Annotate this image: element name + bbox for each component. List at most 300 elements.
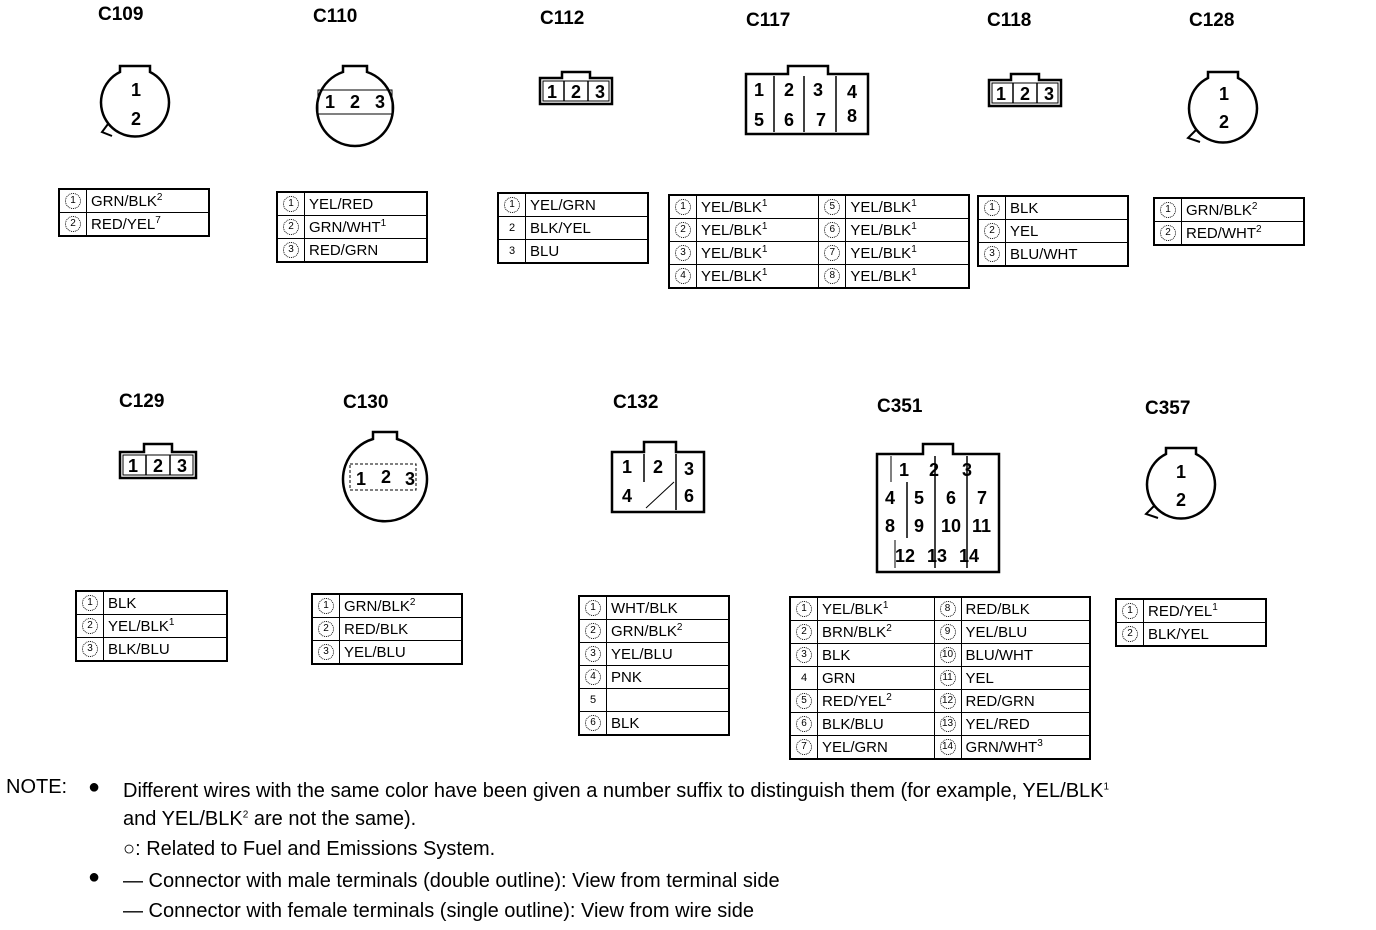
fuel-emissions-circle-icon: 1: [65, 193, 81, 209]
wire-row: [978, 243, 1128, 267]
wire-suffix: 1: [380, 217, 387, 229]
wire-color: RED/BLK: [961, 597, 1090, 621]
rect-connector-outline: [875, 442, 1005, 574]
wire-row: [790, 667, 1090, 690]
terminal-number: [76, 615, 104, 638]
terminal-number: [978, 196, 1006, 220]
pin-label: 6: [946, 488, 957, 508]
connector-face-c109: [98, 62, 178, 147]
wire-suffix: 2: [1251, 200, 1258, 212]
pin-label: 1: [996, 84, 1007, 104]
connector-id: C112: [540, 8, 585, 29]
fuel-emissions-circle-icon: 8: [940, 601, 956, 617]
fuel-emissions-circle-icon: 2: [1122, 626, 1138, 642]
fuel-emissions-circle-icon: 3: [318, 644, 334, 660]
terminal-number: [76, 638, 104, 662]
note-line-2-sup: 2: [242, 809, 249, 821]
terminal-number: [934, 621, 961, 644]
round-connector-outline: [1184, 68, 1264, 148]
wire-color: BLK: [104, 591, 228, 615]
pin-label: 2: [153, 456, 164, 476]
terminal-number: [579, 643, 607, 666]
wire-row: [59, 189, 209, 213]
wire-suffix: 1: [761, 266, 768, 278]
terminal-number: [277, 192, 305, 216]
wire-row: [1116, 599, 1266, 623]
pin-label: 2: [571, 82, 582, 102]
connector-id: C109: [98, 4, 144, 25]
connector-face-c129: [118, 442, 202, 487]
connector-face-c357: [1142, 444, 1222, 529]
wire-table-c129: [75, 590, 228, 662]
wire-row: [76, 638, 227, 662]
pin-label: 2: [653, 457, 664, 477]
terminal-number: [819, 242, 846, 265]
pin-label: 1: [754, 80, 765, 100]
wire-row: [1154, 198, 1304, 222]
pin-label: 3: [177, 456, 188, 476]
note-bullet-2: ●: [88, 866, 101, 888]
terminal-number: [819, 265, 846, 289]
connector-face-c118: [987, 72, 1067, 117]
terminal-number: 4: [790, 667, 818, 690]
fuel-emissions-circle-icon: 6: [585, 715, 601, 731]
rect-connector-outline: [987, 72, 1067, 112]
round-connector-outline: [1142, 444, 1222, 524]
fuel-emissions-circle-icon: 6: [824, 222, 840, 238]
connector-face-c351: [875, 442, 1005, 579]
wire-suffix: 1: [761, 220, 768, 232]
wire-color: YEL/BLK$^1$: [846, 219, 969, 242]
terminal-number: [277, 239, 305, 263]
wire-row: [790, 621, 1090, 644]
pin-label: 5: [754, 110, 765, 130]
connector-id: C357: [1145, 398, 1191, 419]
wire-color: BLK: [1006, 196, 1129, 220]
wire-row: [76, 591, 227, 615]
fuel-emissions-circle-icon: 4: [675, 268, 691, 284]
wire-suffix: 1: [761, 197, 768, 209]
wire-row: [59, 213, 209, 237]
fuel-emissions-circle-icon: 14: [940, 739, 956, 755]
terminal-number: 5: [579, 689, 607, 712]
wire-color: YEL/GRN: [818, 736, 935, 760]
wire-table-c118: [977, 195, 1129, 267]
pin-label: 10: [941, 516, 962, 536]
rect-connector-outline: [744, 64, 874, 136]
round-connector-outline: [310, 64, 400, 144]
terminal-number: [790, 713, 818, 736]
pin-label: 2: [350, 92, 361, 112]
connector-face-c110: [310, 64, 400, 149]
wire-color: YEL/RED: [305, 192, 428, 216]
fuel-emissions-circle-icon: 3: [283, 242, 299, 258]
pin-label: 2: [131, 109, 142, 129]
pin-label: 3: [405, 469, 416, 489]
terminal-number: [277, 216, 305, 239]
fuel-emissions-circle-icon: 9: [940, 624, 956, 640]
terminal-number: [312, 641, 340, 665]
fuel-emissions-circle-icon: 3: [984, 246, 1000, 262]
pin-label: 1: [1176, 462, 1187, 482]
pin-label: 4: [885, 488, 896, 508]
terminal-number: [790, 736, 818, 760]
wire-color: RED/YEL$^2$: [818, 690, 935, 713]
wire-color: PNK: [607, 666, 730, 689]
pin-label: 2: [784, 80, 795, 100]
wire-row: [790, 597, 1090, 621]
wire-suffix: 2: [886, 691, 892, 703]
wire-color: WHT/BLK: [607, 596, 730, 620]
wire-row: [669, 219, 969, 242]
pin-label: 7: [977, 488, 988, 508]
pin-label: 4: [847, 82, 858, 102]
note-line-2: [123, 808, 416, 831]
pin-label: 3: [595, 82, 606, 102]
wire-suffix: 2: [409, 596, 416, 608]
fuel-emissions-circle-icon: 2: [675, 222, 691, 238]
wire-row: [579, 689, 729, 712]
terminal-number: [312, 618, 340, 641]
wire-row: [790, 690, 1090, 713]
terminal-number: [579, 666, 607, 689]
pin-label: 3: [813, 80, 824, 100]
wire-color: YEL/BLK$^1$: [846, 242, 969, 265]
connector-face-c130: [340, 430, 430, 527]
connector-id: C118: [987, 10, 1032, 31]
terminal-number: [790, 690, 818, 713]
terminal-number: [669, 219, 697, 242]
pin-label: 13: [927, 546, 948, 566]
terminal-number: [934, 713, 961, 736]
wire-suffix: 1: [882, 599, 889, 611]
pin-label: 1: [622, 457, 633, 477]
wire-suffix: 1: [911, 220, 917, 232]
wire-color: BLK/BLU: [104, 638, 228, 662]
wire-row: [312, 641, 462, 665]
wire-row: [312, 594, 462, 618]
round-connector-outline: [98, 62, 178, 142]
fuel-emissions-circle-icon: 2: [82, 618, 98, 634]
wire-suffix: 1: [761, 243, 768, 255]
connector-id: C110: [313, 6, 358, 27]
terminal-number: [790, 621, 818, 644]
connector-face-c132: [610, 440, 710, 521]
fuel-emissions-circle-icon: 1: [585, 600, 601, 616]
pin-label: 1: [899, 460, 910, 480]
wire-row: [76, 615, 227, 638]
wire-table-c112: [497, 192, 649, 264]
connector-id: C351: [877, 396, 923, 417]
terminal-number: 2: [498, 217, 526, 240]
wire-row: [1116, 623, 1266, 647]
connector-id: C117: [746, 10, 791, 31]
wire-color: YEL/BLK$^1$: [846, 265, 969, 289]
wire-color: GRN/BLK$^2$: [340, 594, 463, 618]
terminal-number: [934, 667, 961, 690]
wire-suffix: 1: [168, 616, 175, 628]
fuel-emissions-circle-icon: 1: [796, 601, 812, 617]
fuel-emissions-circle-icon: 6: [796, 716, 812, 732]
terminal-number: [1154, 222, 1182, 246]
note-line-5: — Connector with female terminals (single outline): View from wire side: [123, 900, 754, 922]
pin-label: 4: [622, 486, 633, 506]
pin-label: 8: [885, 516, 896, 536]
fuel-emissions-circle-icon: 1: [504, 197, 520, 213]
note-line-1-sup: 1: [1103, 781, 1110, 793]
pin-label: 3: [1044, 84, 1055, 104]
fuel-emissions-circle-icon: 10: [940, 647, 956, 663]
wire-suffix: 2: [676, 621, 683, 633]
pin-label: 5: [914, 488, 925, 508]
wire-color: BLK/YEL: [526, 217, 649, 240]
wire-color: GRN: [818, 667, 935, 690]
wire-table-c117: [668, 194, 970, 289]
terminal-number: [669, 195, 697, 219]
connector-id: C128: [1189, 10, 1235, 31]
wire-color: BRN/BLK$^2$: [818, 621, 935, 644]
rect-connector-outline: [118, 442, 202, 482]
terminal-number: [498, 193, 526, 217]
note-line-4: — Connector with male terminals (double outline): View from terminal side: [123, 870, 780, 892]
wire-color: [607, 689, 730, 712]
pin-label: 2: [381, 467, 392, 487]
wire-suffix: 2: [156, 191, 163, 203]
pin-label: 2: [1176, 490, 1187, 510]
fuel-emissions-circle-icon: 4: [585, 669, 601, 685]
wire-color: BLK: [607, 712, 730, 736]
fuel-emissions-circle-icon: 2: [65, 216, 81, 232]
pin-label: 2: [929, 460, 940, 480]
wire-suffix: 2: [1256, 223, 1262, 235]
wire-row: [790, 644, 1090, 667]
fuel-emissions-circle-icon: 3: [796, 647, 812, 663]
wire-color: RED/WHT$^2$: [1182, 222, 1305, 246]
wire-color: YEL/GRN: [526, 193, 649, 217]
terminal-number: [934, 736, 961, 760]
terminal-number: [76, 591, 104, 615]
wire-suffix: 1: [911, 243, 917, 255]
terminal-number: 3: [498, 240, 526, 264]
note-line-3: ○: Related to Fuel and Emissions System.: [123, 838, 496, 860]
wire-row: [579, 712, 729, 736]
terminal-number: [978, 220, 1006, 243]
fuel-emissions-circle-icon: 1: [283, 196, 299, 212]
wire-suffix: 1: [911, 197, 917, 209]
wire-color: YEL/BLK$^1$: [846, 195, 969, 219]
terminal-number: [312, 594, 340, 618]
wire-row: [312, 618, 462, 641]
connector-face-c128: [1184, 68, 1264, 153]
wire-suffix: 3: [1037, 737, 1043, 749]
pin-label: 1: [131, 80, 142, 100]
fuel-emissions-circle-icon: 3: [585, 646, 601, 662]
connector-id: C130: [343, 392, 389, 413]
pin-label: 11: [972, 516, 992, 536]
wire-row: [498, 240, 648, 264]
connector-face-c112: [538, 70, 618, 115]
wire-color: YEL/BLU: [961, 621, 1090, 644]
wire-color: GRN/BLK$^2$: [607, 620, 730, 643]
fuel-emissions-circle-icon: 2: [318, 621, 334, 637]
wire-row: [669, 265, 969, 289]
wire-color: YEL/BLK$^1$: [697, 195, 819, 219]
fuel-emissions-circle-icon: 7: [796, 739, 812, 755]
fuel-emissions-circle-icon: 3: [675, 245, 691, 261]
pin-label: 6: [784, 110, 795, 130]
terminal-number: [669, 242, 697, 265]
wire-color: YEL/BLK$^1$: [104, 615, 228, 638]
fuel-emissions-circle-icon: 1: [318, 598, 334, 614]
terminal-number: [790, 644, 818, 667]
wire-row: [669, 195, 969, 219]
note-label: NOTE:: [6, 776, 68, 798]
wire-row: [978, 220, 1128, 243]
pin-label: 2: [1020, 84, 1031, 104]
wire-row: [277, 216, 427, 239]
terminal-number: [790, 597, 818, 621]
wire-color: YEL/BLK$^1$: [697, 265, 819, 289]
pin-label: 1: [325, 92, 336, 112]
wire-color: BLK/BLU: [818, 713, 935, 736]
terminal-number: [579, 596, 607, 620]
terminal-number: [669, 265, 697, 289]
wire-color: RED/GRN: [961, 690, 1090, 713]
wire-color: GRN/WHT$^1$: [305, 216, 428, 239]
pin-label: 1: [1219, 84, 1230, 104]
wire-color: YEL: [1006, 220, 1129, 243]
wire-row: [669, 242, 969, 265]
pin-label: 3: [684, 459, 695, 479]
pin-label: 8: [847, 106, 858, 126]
wire-suffix: 7: [155, 214, 161, 226]
wire-color: GRN/WHT$^3$: [961, 736, 1090, 760]
wire-color: BLK: [818, 644, 935, 667]
fuel-emissions-circle-icon: 11: [940, 670, 956, 686]
rect-connector-outline: [538, 70, 618, 110]
note-line-2-end: are not the same).: [248, 808, 417, 830]
wire-row: [790, 736, 1090, 760]
fuel-emissions-circle-icon: 13: [940, 716, 956, 732]
wire-table-c109: [58, 188, 210, 237]
terminal-number: [579, 620, 607, 643]
terminal-number: [579, 712, 607, 736]
wire-row: [498, 193, 648, 217]
wire-row: [579, 643, 729, 666]
note-line-1-text: Different wires with the same color have been given a number suffix to distinguish them (for example, YEL/BLK: [123, 780, 1104, 802]
wire-table-c132: [578, 595, 730, 736]
terminal-number: [1116, 599, 1144, 623]
wire-row: [277, 192, 427, 216]
note-line-1: [123, 780, 1109, 803]
fuel-emissions-circle-icon: 5: [824, 199, 840, 215]
wire-color: YEL/RED: [961, 713, 1090, 736]
pin-label: 6: [684, 486, 695, 506]
fuel-emissions-circle-icon: 5: [796, 693, 812, 709]
rect-connector-outline: [610, 440, 710, 516]
wire-row: [790, 713, 1090, 736]
round-connector-outline: [340, 430, 430, 522]
wire-color: RED/YEL$^7$: [87, 213, 210, 237]
wire-color: BLU/WHT: [961, 644, 1090, 667]
fuel-emissions-circle-icon: 8: [824, 268, 840, 284]
fuel-emissions-circle-icon: 3: [82, 641, 98, 657]
note-line-2-text: and YEL/BLK: [123, 808, 243, 830]
fuel-emissions-circle-icon: 1: [675, 199, 691, 215]
wire-color: YEL/BLU: [340, 641, 463, 665]
wire-table-c351: [789, 596, 1091, 760]
fuel-emissions-circle-icon: 2: [283, 219, 299, 235]
wire-color: YEL/BLK$^1$: [697, 242, 819, 265]
terminal-number: [1116, 623, 1144, 647]
fuel-emissions-circle-icon: 1: [1160, 202, 1176, 218]
wire-color: YEL/BLK$^1$: [697, 219, 819, 242]
terminal-number: [934, 597, 961, 621]
connector-id: C129: [119, 391, 165, 412]
wire-color: BLU/WHT: [1006, 243, 1129, 267]
wire-suffix: 2: [886, 622, 892, 634]
pin-label: 14: [959, 546, 980, 566]
fuel-emissions-circle-icon: 2: [585, 623, 601, 639]
wire-color: BLU: [526, 240, 649, 264]
connector-face-c117: [744, 64, 874, 141]
wire-row: [277, 239, 427, 263]
pin-label: 1: [547, 82, 558, 102]
pin-label: 9: [914, 516, 925, 536]
terminal-number: [934, 690, 961, 713]
wire-color: YEL/BLK$^1$: [818, 597, 935, 621]
wire-suffix: 1: [1212, 601, 1218, 613]
pin-label: 3: [375, 92, 386, 112]
terminal-number: [978, 243, 1006, 267]
fuel-emissions-circle-icon: 12: [940, 693, 956, 709]
fuel-emissions-circle-icon: 2: [984, 223, 1000, 239]
wire-table-c130: [311, 593, 463, 665]
wire-color: YEL: [961, 667, 1090, 690]
terminal-number: [59, 213, 87, 237]
fuel-emissions-circle-icon: 2: [1160, 225, 1176, 241]
pin-label: 1: [356, 469, 367, 489]
wire-color: YEL/BLU: [607, 643, 730, 666]
wire-color: GRN/BLK$^2$: [87, 189, 210, 213]
wire-color: BLK/YEL: [1144, 623, 1267, 647]
terminal-number: [819, 219, 846, 242]
pin-label: 7: [816, 110, 827, 130]
wire-row: [579, 596, 729, 620]
pin-label: 12: [895, 546, 916, 566]
terminal-number: [934, 644, 961, 667]
wire-color: GRN/BLK$^2$: [1182, 198, 1305, 222]
fuel-emissions-circle-icon: 2: [796, 624, 812, 640]
connector-id: C132: [613, 392, 659, 413]
terminal-number: [1154, 198, 1182, 222]
terminal-number: [59, 189, 87, 213]
pin-label: 3: [962, 460, 973, 480]
wire-suffix: 1: [911, 266, 917, 278]
wire-color: RED/YEL$^1$: [1144, 599, 1267, 623]
wire-table-c128: [1153, 197, 1305, 246]
fuel-emissions-circle-icon: 1: [1122, 603, 1138, 619]
wire-row: [498, 217, 648, 240]
wire-color: RED/BLK: [340, 618, 463, 641]
pin-label: 1: [128, 456, 139, 476]
fuel-emissions-circle-icon: 7: [824, 245, 840, 261]
fuel-emissions-circle-icon: 1: [82, 595, 98, 611]
note-bullet-1: ●: [88, 776, 101, 798]
fuel-emissions-circle-icon: 1: [984, 200, 1000, 216]
wire-table-c110: [276, 191, 428, 263]
wire-row: [579, 666, 729, 689]
